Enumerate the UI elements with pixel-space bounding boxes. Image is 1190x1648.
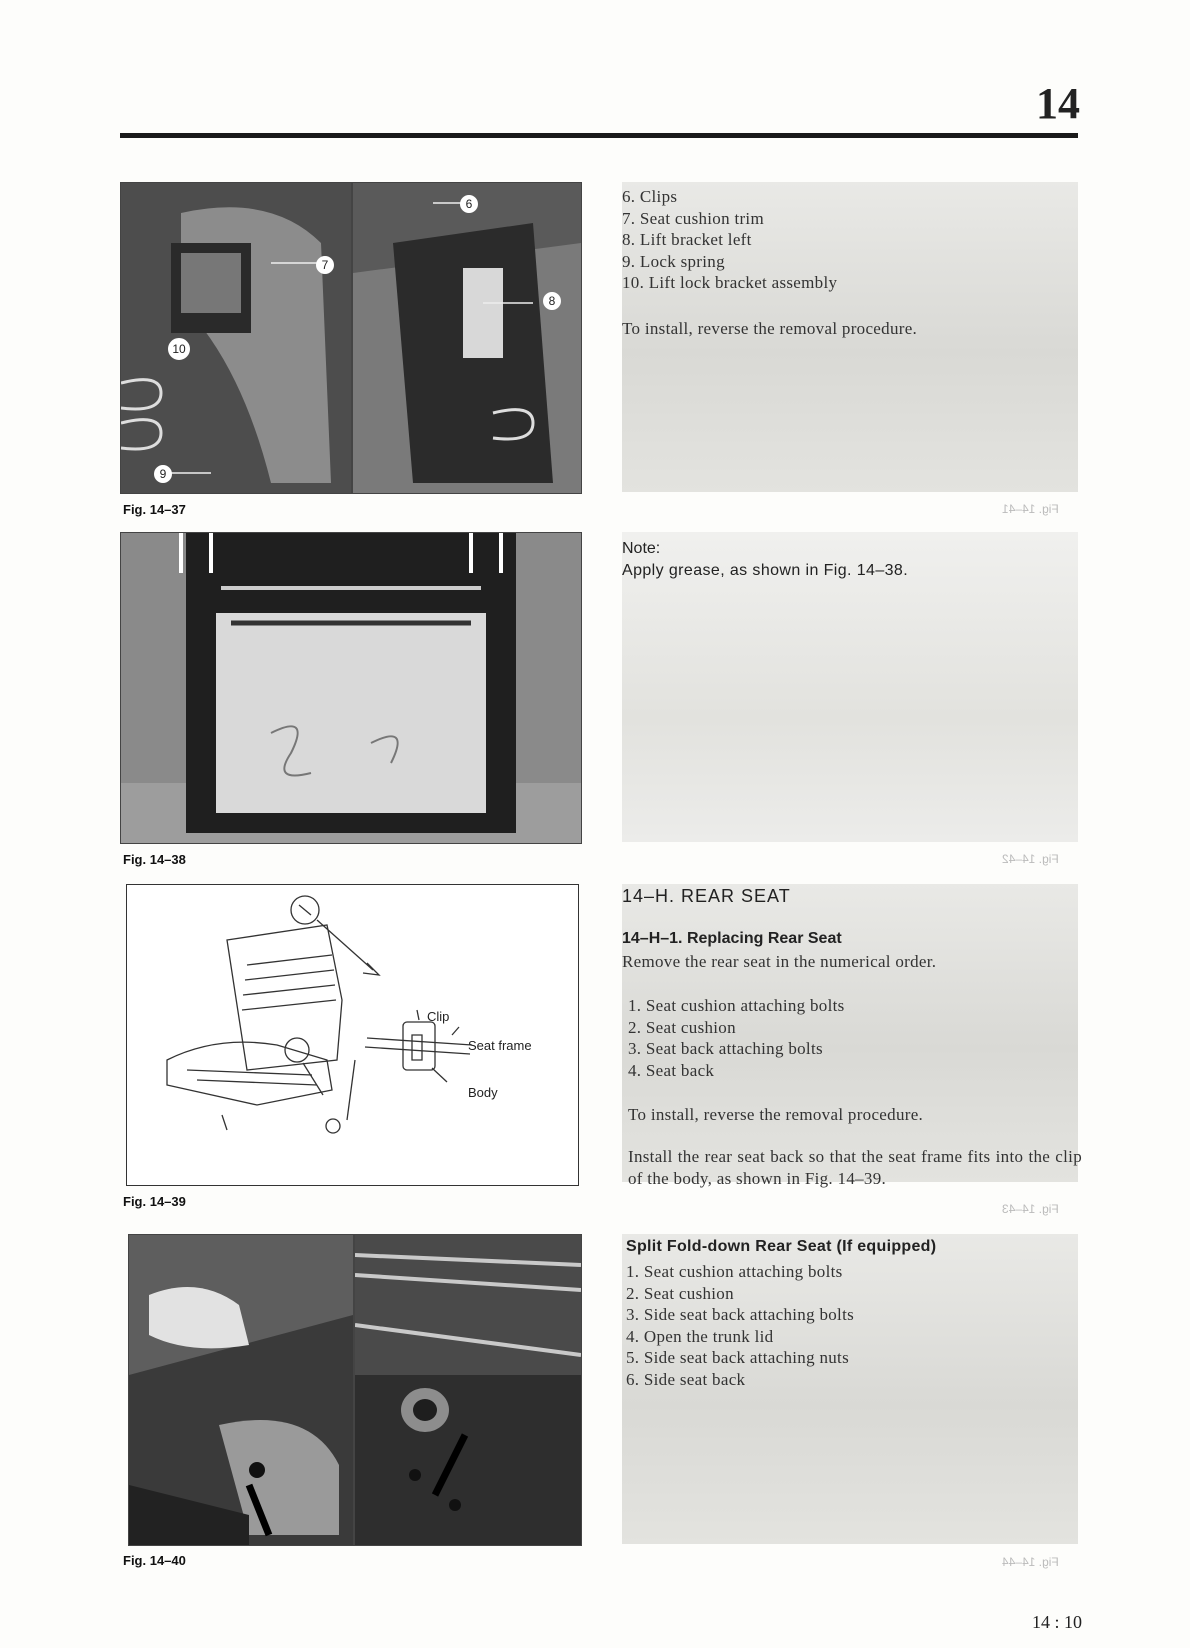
rear-seat-list bbox=[628, 995, 845, 1081]
ghost-caption-41: Fig. 14–41 bbox=[1002, 502, 1059, 516]
split-seat-heading: Split Fold-down Rear Seat (If equipped) bbox=[626, 1238, 937, 1255]
rear-seat-install-note: Install the rear seat back so that the seat frame fits into the clip of the body, as shown in Fig. 14–39. bbox=[628, 1147, 1082, 1188]
parts-list-1-item: 9. Lock spring bbox=[622, 251, 725, 271]
note-text: Apply grease, as shown in Fig. 14–38. bbox=[622, 562, 909, 579]
fig37-callout-6: 6 bbox=[460, 195, 478, 213]
parts-list-1-item: 7. Seat cushion trim bbox=[622, 208, 764, 228]
install-text-1: To install, reverse the removal procedure. bbox=[622, 319, 918, 338]
ghost-caption-44: Fig. 14–44 bbox=[1002, 1555, 1059, 1569]
split-seat-list-item: 6. Side seat back bbox=[626, 1369, 746, 1389]
page-number: 14 : 10 bbox=[1032, 1612, 1083, 1632]
fig-14-39-caption: Fig. 14–39 bbox=[123, 1194, 186, 1209]
split-seat-list-item: 5. Side seat back attaching nuts bbox=[626, 1348, 849, 1367]
fig-14-38-caption: Fig. 14–38 bbox=[123, 852, 186, 867]
fig-14-37-photo-left bbox=[120, 182, 352, 494]
parts-list-1 bbox=[622, 186, 837, 294]
split-seat-list bbox=[626, 1261, 854, 1390]
rear-seat-install-text: To install, reverse the removal procedure. bbox=[628, 1105, 924, 1124]
chapter-number: 14 bbox=[1036, 79, 1080, 128]
fig-14-40-photo-left bbox=[128, 1234, 354, 1546]
fig39-label-body: Body bbox=[468, 1085, 498, 1100]
note-label: Note: bbox=[622, 540, 661, 557]
rear-seat-list-item: 2. Seat cushion bbox=[628, 1017, 736, 1037]
fig37-callout-10: 10 bbox=[168, 338, 190, 360]
fig-14-40-photo-right bbox=[354, 1234, 582, 1546]
rear-seat-list-item: 1. Seat cushion attaching bolts bbox=[628, 996, 845, 1015]
fig37-callout-8: 8 bbox=[543, 292, 561, 310]
fig-14-37-caption: Fig. 14–37 bbox=[123, 502, 186, 517]
fig37-callout-9: 9 bbox=[154, 465, 172, 483]
fig-14-37-photo-right bbox=[352, 182, 582, 494]
split-seat-list-item: 1. Seat cushion attaching bolts bbox=[626, 1262, 843, 1281]
fig37-callout-7: 7 bbox=[316, 256, 334, 274]
rear-seat-list-item: 4. Seat back bbox=[628, 1060, 715, 1080]
fig-14-39-diagram bbox=[126, 884, 579, 1186]
fig39-label-clip: Clip bbox=[427, 1009, 450, 1024]
header-rule bbox=[120, 133, 1078, 138]
parts-list-1-item: 6. Clips bbox=[622, 187, 678, 206]
split-seat-list-item: 3. Side seat back attaching bolts bbox=[626, 1305, 855, 1324]
parts-list-1-item: 10. Lift lock bracket assembly bbox=[622, 273, 838, 292]
rear-seat-intro: Remove the rear seat in the numerical order. bbox=[622, 952, 937, 971]
fig39-label-seat-frame: Seat frame bbox=[468, 1038, 532, 1053]
rear-seat-subheading: 14–H–1. Replacing Rear Seat bbox=[622, 930, 842, 947]
rear-seat-list-item: 3. Seat back attaching bolts bbox=[628, 1039, 823, 1058]
split-seat-list-item: 4. Open the trunk lid bbox=[626, 1326, 774, 1346]
fig-14-38-photo bbox=[120, 532, 582, 844]
rear-seat-heading: 14–H. REAR SEAT bbox=[622, 886, 791, 906]
parts-list-1-item: 8. Lift bracket left bbox=[622, 230, 752, 249]
fig-14-40-caption: Fig. 14–40 bbox=[123, 1553, 186, 1568]
ghost-caption-42: Fig. 14–42 bbox=[1002, 852, 1059, 866]
ghost-caption-43: Fig. 14–43 bbox=[1002, 1202, 1059, 1216]
split-seat-list-item: 2. Seat cushion bbox=[626, 1283, 734, 1303]
